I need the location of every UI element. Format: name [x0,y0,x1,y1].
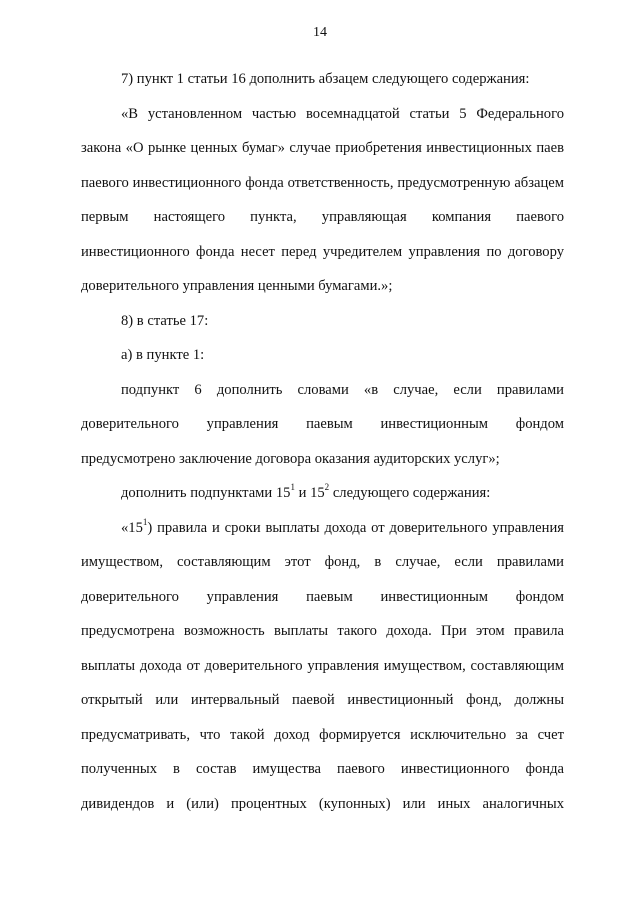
superscript-marker: 2 [324,482,330,493]
document-body [81,62,564,821]
paragraph-item-8: 8) в статье 17: [121,312,209,329]
paragraph-subpoint-6: подпункт 6 дополнить словами «в случае, если правилами доверительного управления паевым инвестиционным фондом предусмотрено заключение договора оказания аудиторских услуг»; [81,381,564,467]
text-segment: ) правила и сроки выплаты дохода от доверительного управления имуществом, составляющим этот фонд, в случае, если правилами доверительного управления паевым инвестиционным фондом предусмотрена возможность выплаты такого дохода. При этом правила выплаты дохода от доверительного управления имуществом, составляющим открытый или интервальный паевой инвестиционный фонд, должны предусматривать, что такой доход формируется исключительно за счет полученных в состав имущества паевого инвестиционного фонда дивидендов и (или) процентных (купонных) или иных аналогичных [81,519,564,812]
text-segment: и 15 [294,485,325,501]
text-segment: дополнить подпунктами 15 [121,485,291,501]
paragraph-add-subpoints [81,476,564,511]
text-segment: следующего содержания: [329,485,491,501]
paragraph-subitem-a: а) в пункте 1: [121,347,205,363]
page-number: 14 [313,25,327,40]
superscript-marker: 1 [290,482,295,493]
paragraph-item-7: 7) пункт 1 статьи 16 дополнить абзацем следующего содержания: [121,71,530,87]
paragraph-subpoint-15-1 [81,511,564,822]
superscript-marker: 1 [142,516,148,527]
text-segment: «15 [121,519,143,536]
paragraph-quote-article-16: «В установленном частью восемнадцатой статьи 5 Федерального закона «О рынке ценных бумаг» случае приобретения инвестиционных паев паевого инвестиционного фонда ответственность, предусмотренную абзацем первым настоящего пункта, управляющая компания паевого инвестиционного фонда несет перед учредителем управления по договору доверительного управления ценными бумагами.»; [81,105,564,294]
